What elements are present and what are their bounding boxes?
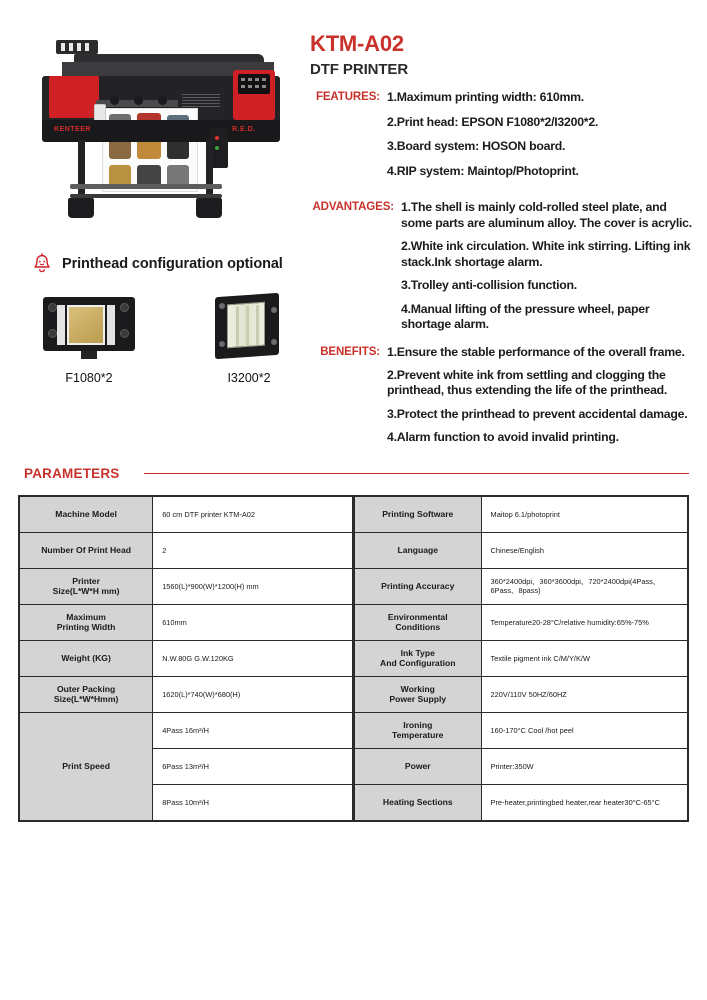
i3200-printhead-image [201,293,297,361]
printhead-option-label: F1080*2 [65,371,113,385]
benefits-items [380,345,697,446]
param-value: N.W.80G G.W.120KG [153,640,353,676]
top-section [0,0,707,446]
param-value: 1560(L)*900(W)*1200(H) mm [153,568,353,604]
advantages-item: 2.White ink circulation. White ink stirring. Lifting ink stack.Ink shortage alarm. [401,239,691,269]
table-row [355,532,688,568]
parameters-table [18,495,689,822]
product-subtitle: DTF PRINTER [310,61,409,79]
param-key: Ironing Temperature [355,712,482,748]
printhead-optional-heading [32,253,310,275]
advantages-label: ADVANTAGES: [312,201,394,214]
table-row [20,640,353,676]
table-row [20,676,353,712]
printer-foot-left [68,198,94,218]
features-item: 1.Maximum printing width: 610mm. [387,90,584,105]
param-key: Power [355,748,482,784]
param-key: Weight (KG) [20,640,153,676]
param-value: 1620(L)*740(W)*680(H) [153,676,353,712]
param-value: 360*2400dpi、360*3600dpi、720*2400dpi(4Pass、6Pass、8pass) [481,568,687,604]
printhead-option-f1080 [40,293,138,385]
param-key: Printing Software [355,496,482,532]
param-key: Working Power Supply [355,676,482,712]
printhead-option-label: I3200*2 [227,371,271,385]
advantages-item: 4.Manual lifting of the pressure wheel, paper shortage alarm. [401,301,650,332]
param-value: 8Pass 10m²/H [153,784,353,820]
table-row [355,748,688,784]
printhead-options [40,293,310,385]
param-value: 4Pass 16m²/H [153,712,353,748]
table-row [355,676,688,712]
advantages-item: 1.The shell is mainly cold-rolled steel plate, and some parts are aluminum alloy. The cover is acrylic. [401,200,692,230]
table-row [355,568,688,604]
table-row [20,712,353,748]
parameters-table-right [354,496,688,821]
printer-photo [26,32,296,237]
benefits-item: 3.Protect the printhead to prevent accidental damage. [387,406,688,421]
param-value: Printer:350W [481,748,687,784]
printer-red-left-panel [49,76,99,118]
table-row [20,604,353,640]
param-key: Printer Size(L*W*H mm) [20,568,153,604]
printer-roller-knob [158,96,167,105]
page-title: KTM-A02 [310,31,404,56]
param-value: Textile pigment ink C/M/Y/K/W [481,640,687,676]
table-row [355,640,688,676]
param-value: 6Pass 13m²/H [153,748,353,784]
parameters-table-left [19,496,354,821]
printer-crossbar [70,184,222,189]
printer-brand-left: KENTEER [54,126,91,133]
features-items [380,90,697,188]
param-value: Maitop 6.1/photoprint [481,496,687,532]
table-row [355,604,688,640]
param-key: Printing Accuracy [355,568,482,604]
advantages-items [394,200,697,332]
printer-control-panel [238,74,270,94]
features-item: 4.RIP system: Maintop/Photoprint. [387,163,579,178]
advantages-item: 3.Trolley anti-collision function. [401,278,577,293]
benefits-label: BENEFITS: [320,345,380,358]
param-key: Heating Sections [355,784,482,820]
features-item: 2.Print head: EPSON F1080*2/I3200*2. [387,114,599,129]
table-row [355,712,688,748]
printer-roller-knob [110,96,119,105]
param-key: Outer Packing Size(L*W*Hmm) [20,676,153,712]
param-key: Maximum Printing Width [20,604,153,640]
param-key-print-speed: Print Speed [20,712,153,820]
printhead-optional-label: Printhead configuration optional [62,256,283,272]
printer-roller-knob [134,96,143,105]
param-key: Environmental Conditions [355,604,482,640]
printer-column [14,24,310,446]
param-value: Pre-heater,printingbed heater,rear heater30°C-65°C [481,784,687,820]
printer-foot-right [196,198,222,218]
param-value: 160-170°C Cool /hot peel [481,712,687,748]
table-row [355,496,688,532]
benefits-block [310,345,697,446]
printer-ink-tower [56,40,98,54]
parameters-title: PARAMETERS [24,465,120,481]
param-key: Number Of Print Head [20,532,153,568]
benefits-item: 4.Alarm function to avoid invalid printing. [387,430,619,445]
param-value: Temperature20-28°C/relative humidity:65%-75% [481,604,687,640]
param-value: 610mm [153,604,353,640]
printer-leg-left [78,140,85,202]
features-item: 3.Board system: HOSON board. [387,139,566,154]
benefits-item: 1.Ensure the stable performance of the overall frame. [387,344,685,359]
param-key: Ink Type And Configuration [355,640,482,676]
parameters-divider [144,473,689,475]
printhead-option-i3200 [200,293,298,385]
printer-brand-right: R.E.D. [232,126,256,133]
benefits-item: 2.Prevent white ink from settling and clogging the printhead, thus extending the life of the printhead. [387,368,668,398]
param-value: 220V/110V 50HZ/60HZ [481,676,687,712]
table-row [20,532,353,568]
param-key: Language [355,532,482,568]
f1080-printhead-image [41,293,137,361]
bell-icon [32,253,52,275]
table-row [355,784,688,820]
parameters-header [24,466,707,481]
table-row [20,496,353,532]
advantages-block [310,200,697,332]
param-key: Machine Model [20,496,153,532]
param-value: 60 cm DTF printer KTM-A02 [153,496,353,532]
specs-column [310,24,697,446]
printer-leg-right [206,140,213,202]
param-value: 2 [153,532,353,568]
table-row [20,568,353,604]
param-value: Chinese/English [481,532,687,568]
features-block [310,90,697,188]
features-label: FEATURES: [315,91,380,104]
